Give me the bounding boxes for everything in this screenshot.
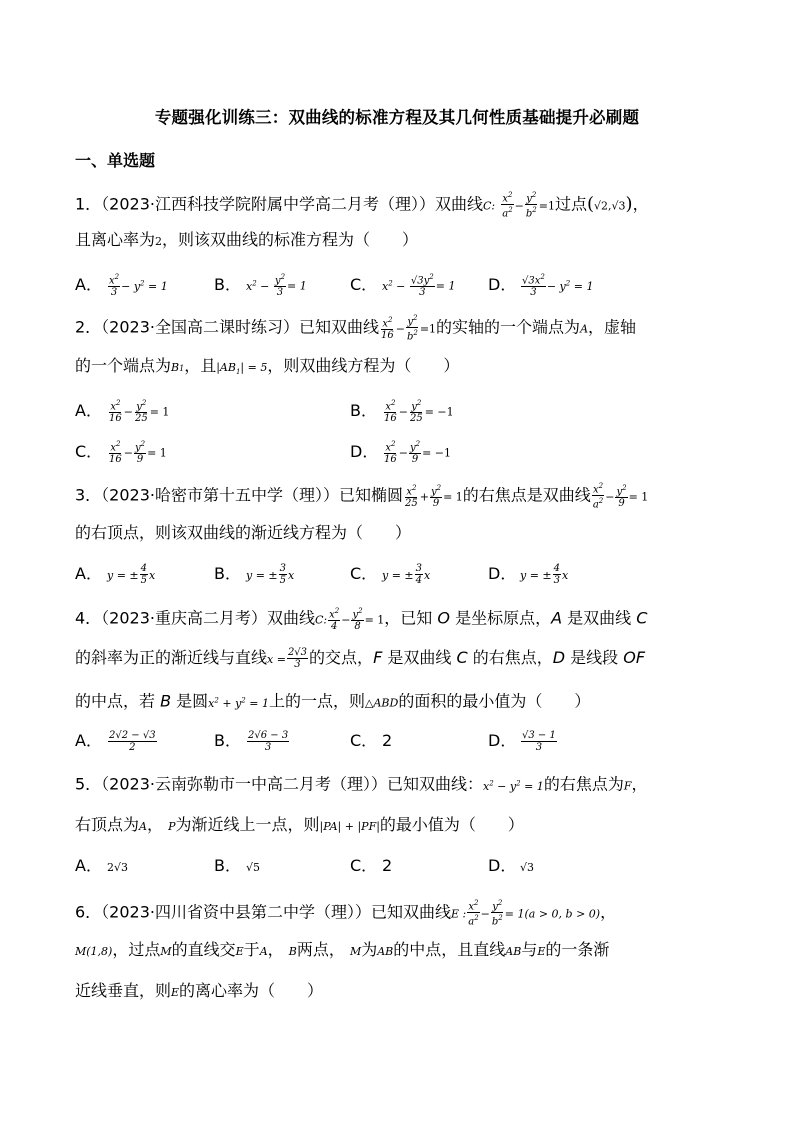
page-title: 专题强化训练三：双曲线的标准方程及其几何性质基础提升必刷题 xyxy=(154,108,640,127)
q3-option-d[interactable]: D． y = ± $\frac{4}{3}$ x xyxy=(488,563,569,586)
q3-option-b[interactable]: B． y = ± $\frac{3}{5}$ x xyxy=(214,563,295,586)
q4-line2: 的斜率为正的渐近线与直线x = $\frac{2√3}{3}$ 的交点，F 是双曲线 C 的右焦点，D 是线段 OF xyxy=(75,647,646,670)
q5-line2: 右顶点为A， P为渐近线上一点，则|PA| + |PF|的最小值为（ ） xyxy=(75,815,524,834)
q1-option-b[interactable]: B． $x^2$ − $\frac{y^2}{3}$ = 1 xyxy=(214,273,307,299)
q2-line2: 的一个端点为B1，且$|AB_1| = 5$，则双曲线方程为（ ） xyxy=(75,356,460,377)
q3-option-c[interactable]: C． y = ± $\frac{3}{4}$ x xyxy=(350,563,431,586)
q5-option-c[interactable]: C． 2 xyxy=(350,856,393,875)
q4-line3: 的中点，若 B 是圆$x^2 + y^2 = 1$上的一点，则△ABD的面积的最小值为（ ） xyxy=(75,691,591,711)
section-heading: 一、单选题 xyxy=(75,151,156,170)
q4-line1: 4．（2023·重庆高二月考）双曲线C: $\frac{x^2}{4}$ − $\frac{y^2}{8}$ = 1，已知 O 是坐标原点，A 是双曲线 C xyxy=(75,607,648,633)
q4-option-c[interactable]: C． 2 xyxy=(350,731,393,750)
q2-option-b[interactable]: B． $\frac{x^2}{16}$ − $\frac{y^2}{25}$ = −1 xyxy=(350,399,454,425)
q6-line2: M(1,8)，过点M的直线交E于A， B两点， M为AB的中点，且直线AB与E的一条渐 xyxy=(75,940,610,959)
q2-option-d[interactable]: D． $\frac{x^2}{16}$ − $\frac{y^2}{9}$ = −1 xyxy=(350,440,452,466)
q1-option-a[interactable]: A． $\frac{x^2}{3}$ − $y^2 = 1$ xyxy=(75,273,168,299)
q1-frac-x: $\frac{x^2}{a^2}$ xyxy=(502,191,513,220)
q5-line1: 5．（2023·云南弥勒市一中高二月考（理））已知双曲线：$x^2 - y^2 = 1$的右焦点为F， xyxy=(75,774,648,794)
q4-option-a[interactable]: A． $\frac{2√2 - √3}{2}$ xyxy=(75,730,156,753)
q5-option-b[interactable]: B． √5 xyxy=(214,856,261,875)
q1-line2: 且离心率为2，则该双曲线的标准方程为（ ） xyxy=(75,230,419,249)
q4-option-b[interactable]: B． $\frac{2√6 - 3}{3}$ xyxy=(214,730,289,753)
q5-option-d[interactable]: D． √3 xyxy=(488,856,535,875)
q1-line1: 1．（2023·江西科技学院附属中学高二月考（理））双曲线C: $\frac{x^2}{a^2}$ − $\frac{y^2}{b^2}$ =1过点(√2,√3)， xyxy=(75,191,649,220)
q3-line1: 3．（2023·哈密市第十五中学（理））已知椭圆 $\frac{x^2}{25}$ + $\frac{y^2}{9}$ = 1的右焦点是双曲线 $\frac{x^2}{a^2}$ − $\frac{y^2}{9}$ = 1 xyxy=(75,482,649,511)
q1-stem: 1．（2023·江西科技学院附属中学高二月考（理））双曲线 xyxy=(75,194,483,214)
q3-option-a[interactable]: A． y = ± $\frac{4}{5}$ x xyxy=(75,563,156,586)
q2-option-a[interactable]: A． $\frac{x^2}{16}$ − $\frac{y^2}{25}$ = 1 xyxy=(75,399,170,425)
q1-option-d[interactable]: D． $\frac{√3x^2}{3}$ − $y^2 = 1$ xyxy=(488,273,594,299)
q2-option-c[interactable]: C． $\frac{x^2}{16}$ − $\frac{y^2}{9}$ = 1 xyxy=(75,440,167,466)
q4-option-d[interactable]: D． $\frac{√3 - 1}{3}$ xyxy=(488,730,556,753)
q1-option-c[interactable]: C． $x^2$ − $\frac{√3y^2}{3}$ = 1 xyxy=(350,273,456,299)
q5-option-a[interactable]: A． 2√3 xyxy=(75,856,129,875)
q3-line2: 的右顶点，则该双曲线的渐近线方程为（ ） xyxy=(75,523,412,542)
q1-curve-name: C xyxy=(483,199,492,213)
q6-line1: 6．（2023·四川省资中县第二中学（理））已知双曲线E : $\frac{x^2}{a^2}$ − $\frac{y^2}{b^2}$ = 1(a > 0, b > 0)， xyxy=(75,899,617,928)
q1-frac-y: $\frac{y^2}{b^2}$ xyxy=(525,191,537,220)
q2-line1: 2．（2023·全国高二课时练习）已知双曲线 $\frac{x^2}{16}$ − $\frac{y^2}{b^2}$ =1的实轴的一个端点为A，虚轴 xyxy=(75,314,637,343)
q6-line3: 近线垂直，则E的离心率为（ ） xyxy=(75,981,324,1000)
